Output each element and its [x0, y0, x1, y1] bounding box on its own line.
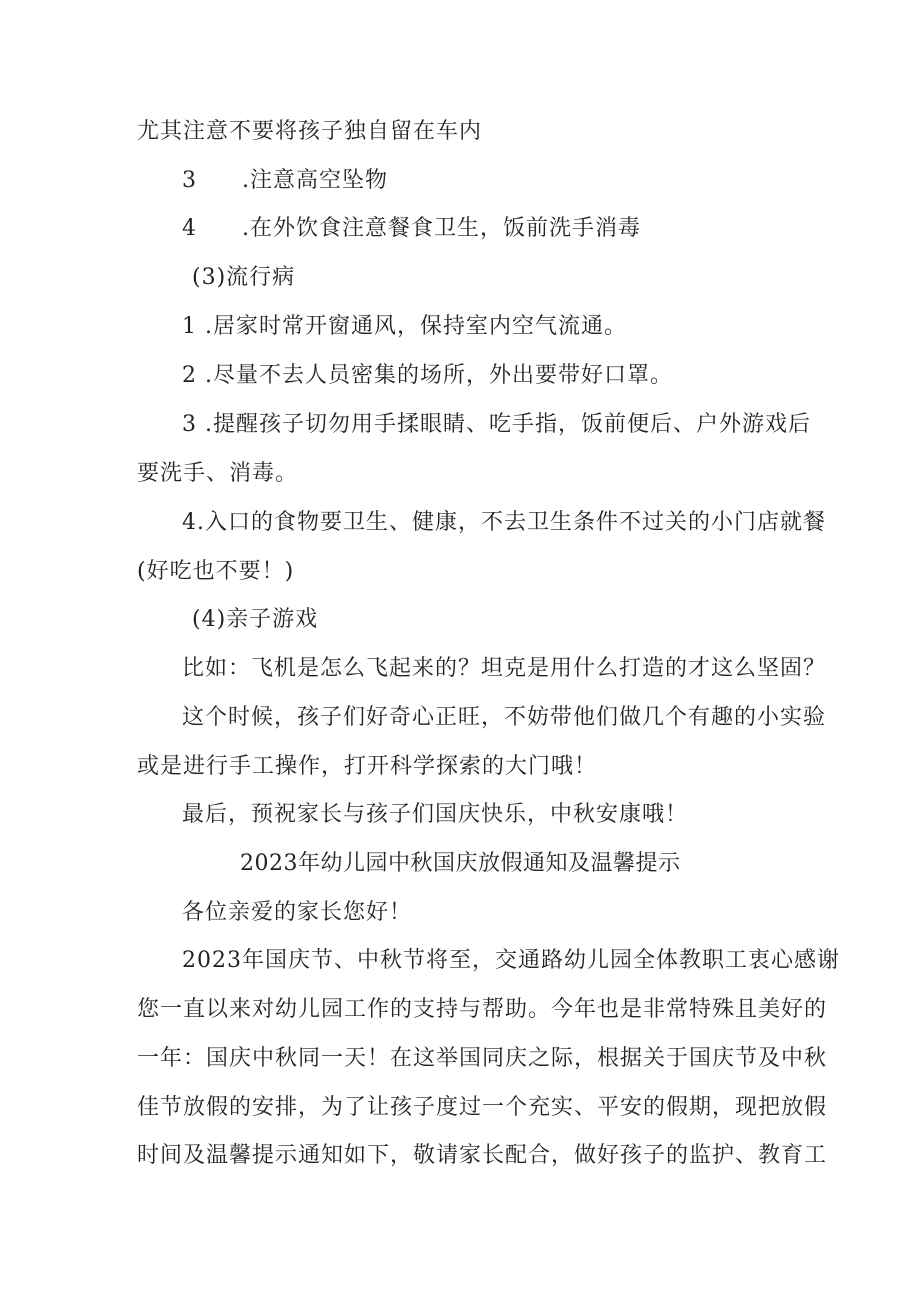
- paragraph-line-21: 佳节放假的安排，为了让孩子度过一个充实、平安的假期，现把放假: [137, 1095, 828, 1120]
- list-item-3: [182, 167, 388, 195]
- list-number: 3: [182, 168, 197, 193]
- paragraph-line-9: 4.入口的食物要卫生、健康，不去卫生条件不过关的小门店就餐: [182, 510, 826, 535]
- paragraph-line-14: 或是进行手工操作，打开科学探索的大门哦！: [137, 754, 598, 779]
- section-heading-epidemic: (3)流行病: [192, 265, 296, 290]
- section-heading-parent-child-games: (4)亲子游戏: [192, 607, 319, 632]
- paragraph-line-7: 3 .提醒孩子切勿用手揉眼睛、吃手指，饭前便后、户外游戏后: [182, 412, 811, 437]
- list-text: .注意高空坠物: [242, 168, 388, 193]
- paragraph-line-1: 尤其注意不要将孩子独自留在车内: [137, 119, 483, 144]
- paragraph-line-18: 2023年国庆节、中秋节将至，交通路幼儿园全体教职工衷心感谢: [182, 948, 840, 973]
- list-number: 4: [182, 216, 197, 241]
- list-item-4: [182, 215, 641, 243]
- paragraph-line-20: 一年：国庆中秋同一天！在这举国同庆之际，根据关于国庆节及中秋: [137, 1046, 828, 1071]
- list-text: .在外饮食注意餐食卫生，饭前洗手消毒: [242, 216, 641, 241]
- paragraph-line-10: (好吃也不要！): [137, 559, 295, 584]
- document-title: 2023年幼儿园中秋国庆放假通知及温馨提示: [240, 851, 681, 876]
- paragraph-line-13: 这个时候，孩子们好奇心正旺，不妨带他们做几个有趣的小实验: [182, 705, 827, 730]
- paragraph-line-19: 您一直以来对幼儿园工作的支持与帮助。今年也是非常特殊且美好的: [137, 997, 828, 1022]
- paragraph-line-22: 时间及温馨提示通知如下，敬请家长配合，做好孩子的监护、教育工: [137, 1143, 828, 1168]
- paragraph-line-6: 2 .尽量不去人员密集的场所，外出要带好口罩。: [182, 363, 673, 388]
- paragraph-line-8: 要洗手、消毒。: [137, 461, 299, 486]
- greeting: 各位亲爱的家长您好！: [182, 900, 413, 925]
- paragraph-line-5: 1 .居家时常开窗通风，保持室内空气流通。: [182, 314, 627, 339]
- paragraph-line-15: 最后，预祝家长与孩子们国庆快乐，中秋安康哦！: [182, 802, 689, 827]
- paragraph-line-12: 比如：飞机是怎么飞起来的？坦克是用什么打造的才这么坚固？: [182, 656, 827, 681]
